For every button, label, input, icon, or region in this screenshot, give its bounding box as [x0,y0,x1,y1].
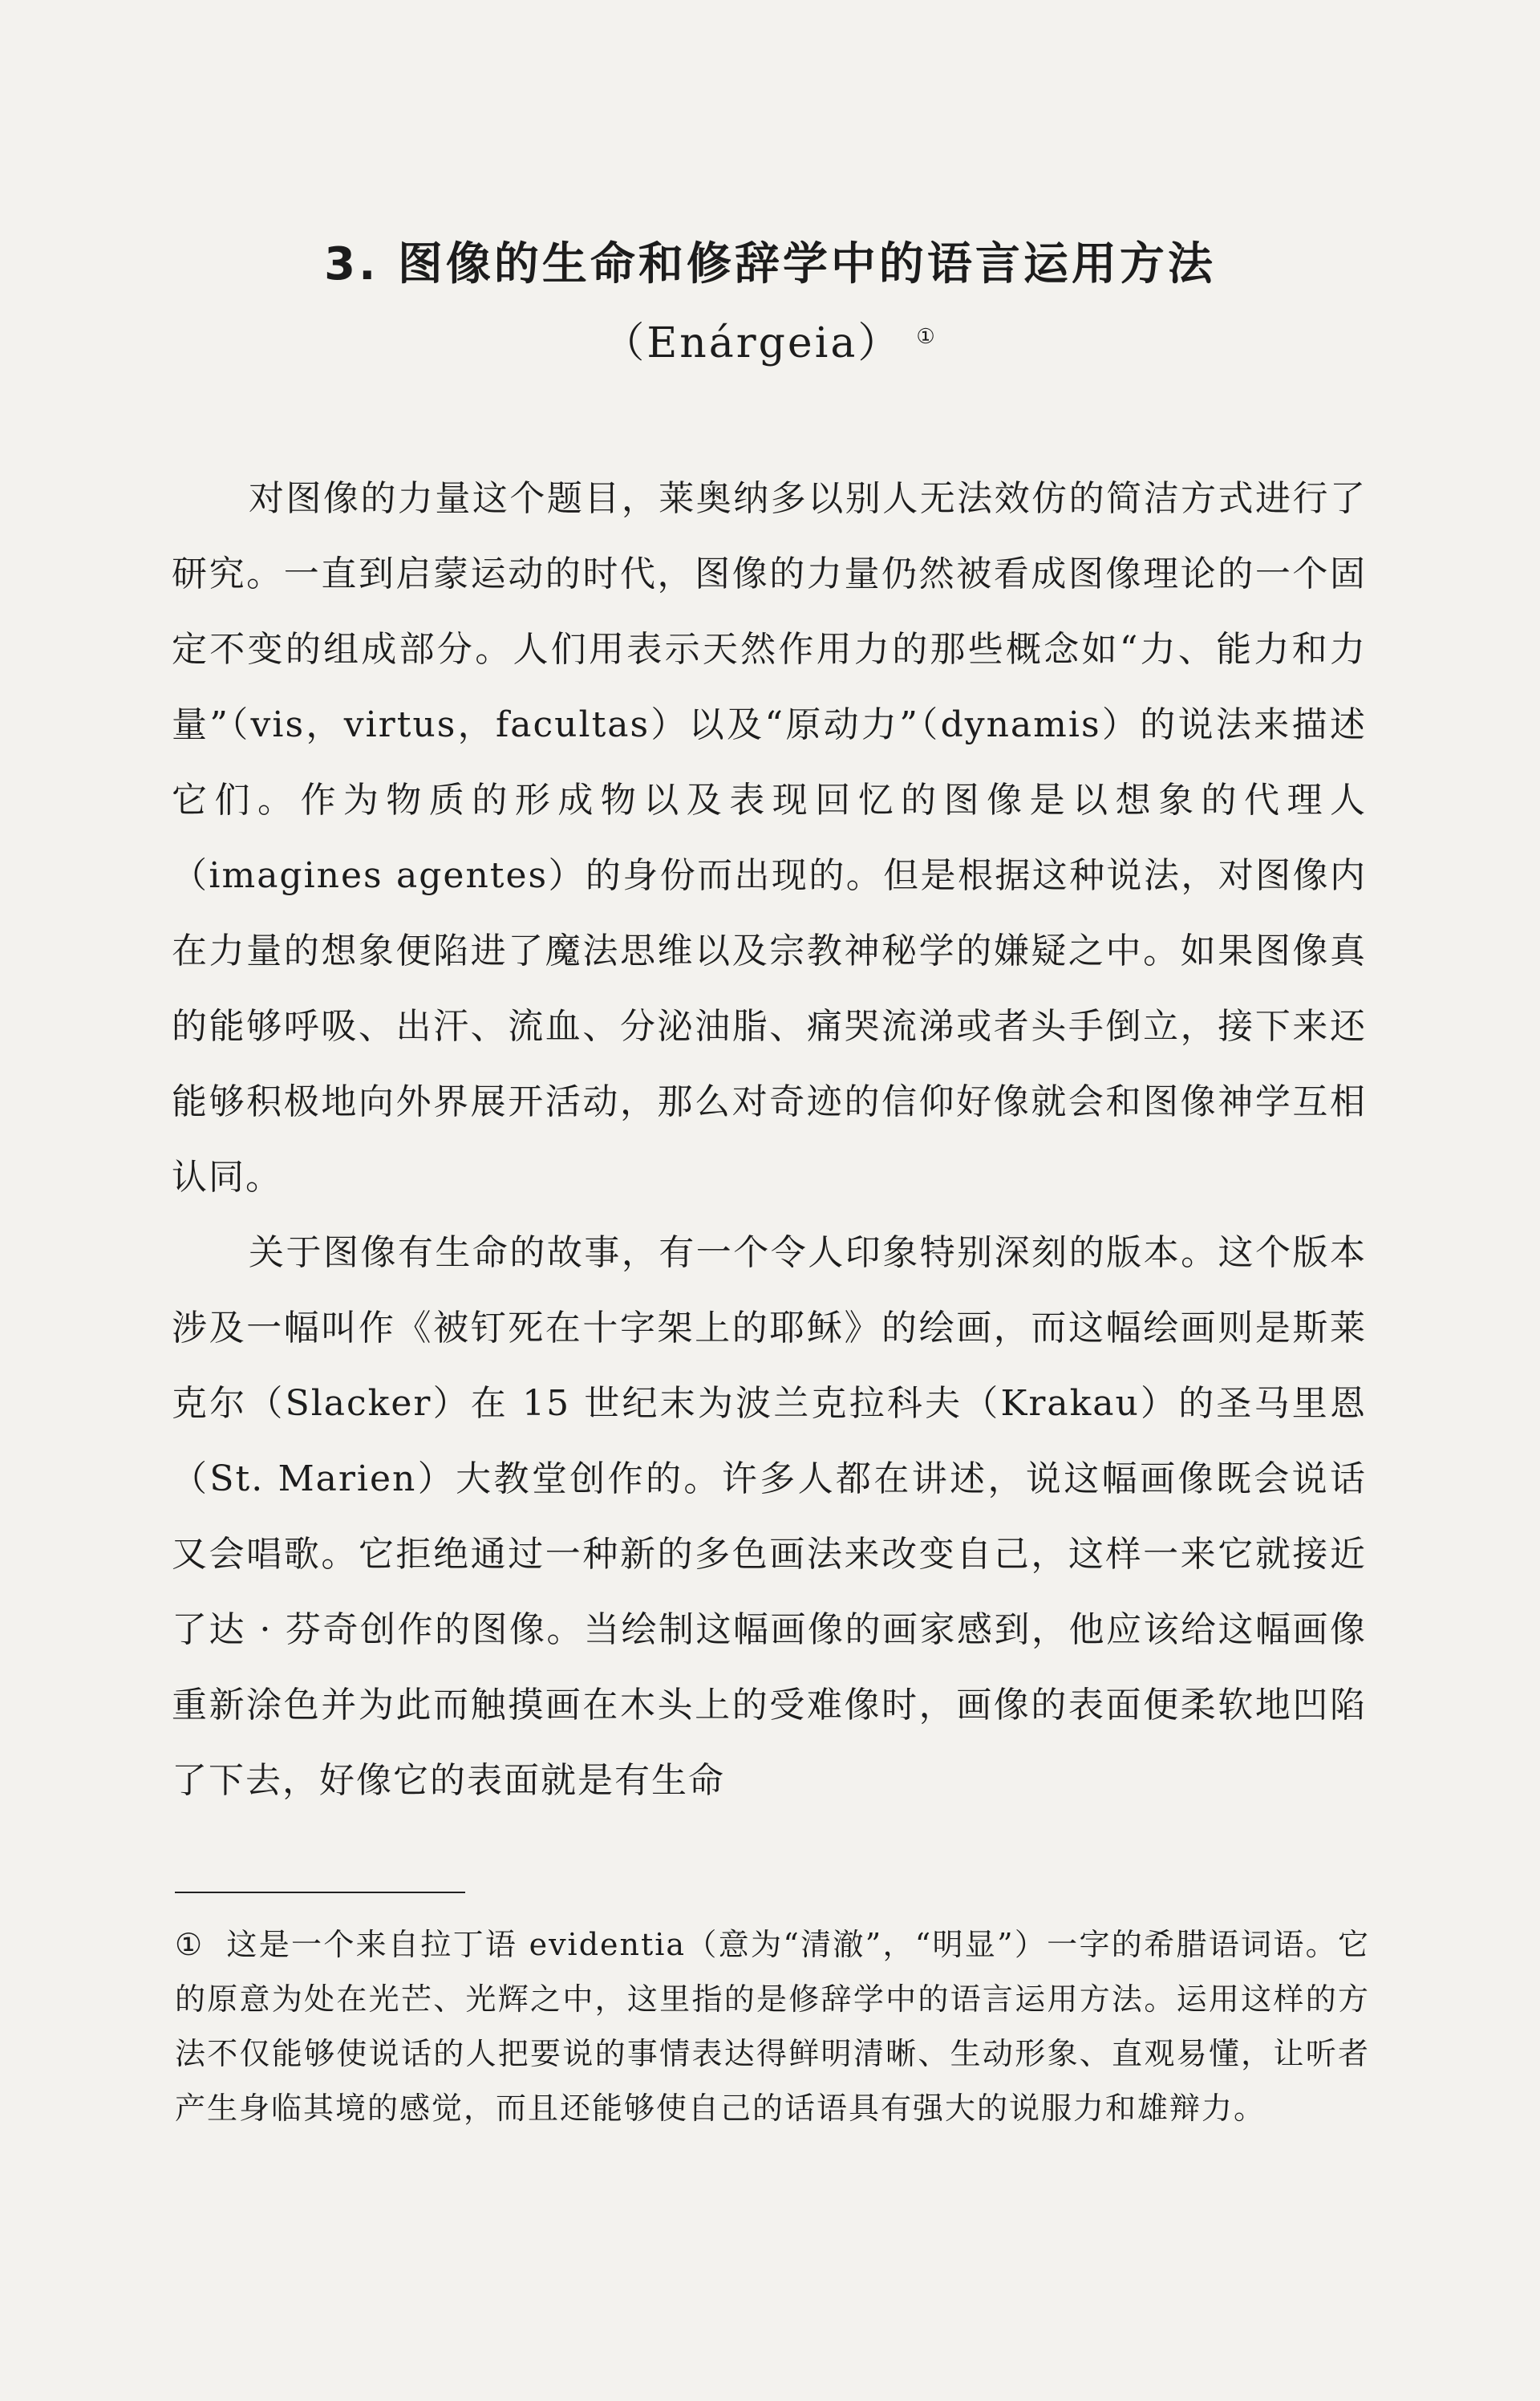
section-title-text: 3. 图像的生命和修辞学中的语言运用方法 [324,238,1216,290]
paragraph-1: 对图像的力量这个题目，莱奥纳多以别人无法效仿的简洁方式进行了研究。一直到启蒙运动的时代，图像的力量仍然被看成图像理论的一个固定不变的组成部分。人们用表示天然作用力的那些概念如“力、能力和力量”（vis，virtus，facultas）以及“原动力”（dynamis）的说法来描述它们。作为物质的形成物以及表现回忆的图像是以想象的代理人（imagines agentes）的身份而出现的。但是根据这种说法，对图像内在力量的想象便陷进了魔法思维以及宗教神秘学的嫌疑之中。如果图像真的能够呼吸、出汗、流血、分泌油脂、痛哭流涕或者头手倒立，接下来还能够积极地向外界展开活动，那么对奇迹的信仰好像就会和图像神学互相认同。 [172,478,1367,1198]
section-subtitle-text: （Enárgeia） [602,319,902,367]
footnote [175,1917,1370,2135]
paragraph-2: 关于图像有生命的故事，有一个令人印象特别深刻的版本。这个版本涉及一幅叫作《被钉死在十字架上的耶稣》的绘画，而这幅绘画则是斯莱克尔（Slacker）在 15 世纪末为波兰克拉科夫（Krakau）的圣马里恩（St. Marien）大教堂创作的。许多人都在讲述，说这幅画像既会说话又会唱歌。它拒绝通过一种新的多色画法来改变自己，这样一来它就接近了达 · 芬奇创作的图像。当绘制这幅画像的画家感到，他应该给这幅画像重新涂色并为此而触摸画在木头上的受难像时，画像的表面便柔软地凹陷了下去，好像它的表面就是有生命 [172,1232,1367,1801]
body-text [172,461,1367,1819]
footnote-reference[interactable]: ① [916,325,938,349]
section-subtitle [176,311,1364,375]
footnote-text: 这是一个来自拉丁语 evidentia（意为“清澈”，“明显”）一字的希腊语词语。它的原意为处在光芒、光辉之中，这里指的是修辞学中的语言运用方法。运用这样的方法不仅能够使说话的人把要说的事情表达得鲜明清晰、生动形象、直观易懂，让听者产生身临其境的感觉，而且还能够使自己的话语具有强大的说服力和雄辩力。 [175,1927,1370,2126]
section-title [176,233,1364,297]
footnote-marker: ① [175,1927,205,1962]
footnote-divider [175,1892,465,1893]
